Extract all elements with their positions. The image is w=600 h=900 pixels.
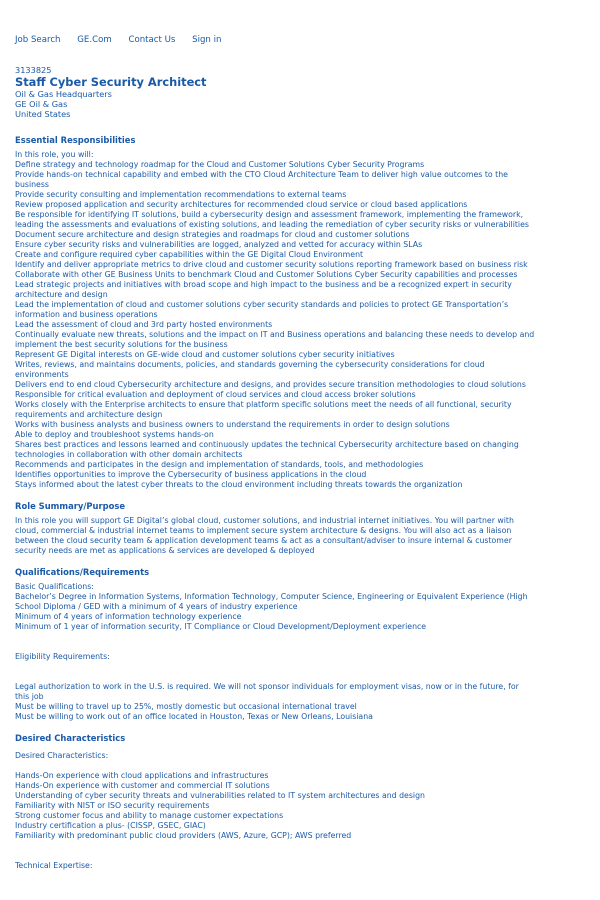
page-title: Staff Cyber Security Architect [15, 75, 207, 89]
list-item: Identify and deliver appropriate metrics to drive cloud and customer security solutions reporting framework based on business risk [15, 260, 528, 269]
job-id: 3133825 [15, 65, 52, 75]
list-item: Delivers end to end cloud Cybersecurity architecture and designs, and provides secure transition methodologies to cloud solutions [15, 380, 526, 389]
list-item: Familiarity with predominant public cloud providers (AWS, Azure, GCP); AWS preferred [15, 831, 352, 840]
list-item: Shares best practices and lessons learned and continuously updates the technical Cybersecurity architecture based on changing technologies in collaboration with other domain architects [15, 440, 519, 459]
list-item: Document secure architecture and design strategies and roadmaps for cloud and customer solutions [15, 230, 410, 239]
list-item: Bachelor’s Degree in Information Systems, Information Technology, Computer Science, Engineering or Equivalent Experience (High School Diploma / GED with a minimum of 4 years of industry experience [15, 592, 528, 611]
list-item: Stays informed about the latest cyber threats to the cloud environment including threats towards the organization [15, 480, 463, 489]
list-item: Industry certification a plus- (CISSP, GSEC, GIAC) [15, 821, 206, 830]
list-item: Writes, reviews, and maintains documents, policies, and standards governing the cybersecurity considerations for cloud environments [15, 360, 485, 379]
list-item: Provide hands-on technical capability and embed with the CTO Cloud Architecture Team to deliver high value outcomes to the business [15, 170, 508, 189]
list-item: Must be willing to work out of an office located in Houston, Texas or New Orleans, Louisiana [15, 712, 373, 721]
eligibility-label: Eligibility Requirements: [15, 652, 110, 661]
nav-contact-us-link[interactable]: Contact Us [128, 35, 176, 45]
list-item: Recommends and participates in the design and implementation of standards, tools, and methodologies [15, 460, 424, 469]
list-item: Lead strategic projects and initiatives with broad scope and high impact to the business and be a recognized expert in security architecture and design [15, 280, 512, 299]
nav-sign-in-link[interactable]: Sign in [192, 35, 222, 45]
summary-heading: Role Summary/Purpose [15, 501, 126, 511]
list-item: Lead the implementation of cloud and customer solutions cyber security standards and policies to protect GE Transportation’s information and business operations [15, 300, 509, 319]
list-item: Lead the assessment of cloud and 3rd party hosted environments [15, 320, 273, 329]
list-item: Strong customer focus and ability to manage customer expectations [15, 811, 284, 820]
list-item: Minimum of 4 years of information technology experience [15, 612, 242, 621]
desired-list [15, 771, 535, 841]
qualifications-intro: Basic Qualifications: [15, 582, 94, 591]
list-item: Legal authorization to work in the U.S. is required. We will not sponsor individuals for employment visas, now or in the future, for this job [15, 682, 519, 701]
list-item: Hands-On experience with cloud applications and infrastructures [15, 771, 269, 780]
list-item: Understanding of cyber security threats and vulnerabilities related to IT system architectures and design [15, 791, 425, 800]
list-item: Minimum of 1 year of information security, IT Compliance or Cloud Development/Deployment experience [15, 622, 427, 631]
essential-list [15, 160, 535, 490]
list-item: Provide security consulting and implementation recommendations to external teams [15, 190, 347, 199]
list-item: Collaborate with other GE Business Units to benchmark Cloud and Customer Solutions Cyber Security capabilities and processes [15, 270, 518, 279]
list-item: Review proposed application and security architectures for recommended cloud service or cloud based applications [15, 200, 468, 209]
location-line: United States [15, 109, 71, 119]
summary-text: In this role you will support GE Digital’s global cloud, customer solutions, and industrial internet initiatives. You will partner with cloud, commercial & industrial internet teams to implement secure system architecture & designs. You will also act as a liaison between the cloud security team & application development teams & act as a consultant/adviser to insure internal & customer security needs are met as applications & services are developed & deployed [15, 516, 514, 555]
nav-ge-com-link[interactable]: GE.Com [77, 35, 112, 45]
essential-intro: In this role, you will: [15, 150, 94, 159]
location-line: Oil & Gas Headquarters [15, 89, 112, 99]
essential-heading: Essential Responsibilities [15, 135, 136, 145]
list-item: Must be willing to travel up to 25%, mostly domestic but occasional international travel [15, 702, 357, 711]
job-posting [15, 65, 535, 871]
list-item: Works with business analysts and business owners to understand the requirements in order to design solutions [15, 420, 450, 429]
desired-heading: Desired Characteristics [15, 733, 126, 743]
list-item: Create and configure required cyber capabilities within the GE Digital Cloud Environment [15, 250, 364, 259]
list-item: Continually evaluate new threats, solutions and the impact on IT and Business operations and balancing these needs to develop and implement the best security solutions for the business [15, 330, 535, 349]
list-item: Responsible for critical evaluation and deployment of cloud services and cloud access broker solutions [15, 390, 416, 399]
qualifications-heading: Qualifications/Requirements [15, 567, 150, 577]
list-item: Identifies opportunities to improve the Cybersecurity of business applications in the cloud [15, 470, 367, 479]
list-item: Represent GE Digital interests on GE-wide cloud and customer solutions cyber security initiatives [15, 350, 395, 359]
nav-job-search-link[interactable]: Job Search [15, 35, 61, 45]
list-item: Works closely with the Enterprise architects to ensure that platform specific solutions meet the needs of all functional, security requirements and architecture design [15, 400, 512, 419]
list-item: Be responsible for identifying IT solutions, build a cybersecurity design and assessment framework, implementing the framework, leading the assessments and evaluations of existing solutions, and leading the remediation of cyber security risks or vulnerabilities [15, 210, 529, 229]
qualifications-list [15, 592, 535, 632]
list-item: Able to deploy and troubleshoot systems hands-on [15, 430, 214, 439]
location-line: GE Oil & Gas [15, 99, 68, 109]
list-item: Define strategy and technology roadmap for the Cloud and Customer Solutions Cyber Security Programs [15, 160, 425, 169]
list-item: Hands-On experience with customer and commercial IT solutions [15, 781, 270, 790]
eligibility-list [15, 682, 535, 722]
list-item: Familiarity with NIST or ISO security requirements [15, 801, 210, 810]
list-item: Ensure cyber security risks and vulnerabilities are logged, analyzed and vetted for accuracy within SLAs [15, 240, 423, 249]
technical-expertise-label: Technical Expertise: [15, 861, 93, 870]
desired-intro: Desired Characteristics: [15, 751, 109, 760]
top-nav [15, 35, 235, 45]
